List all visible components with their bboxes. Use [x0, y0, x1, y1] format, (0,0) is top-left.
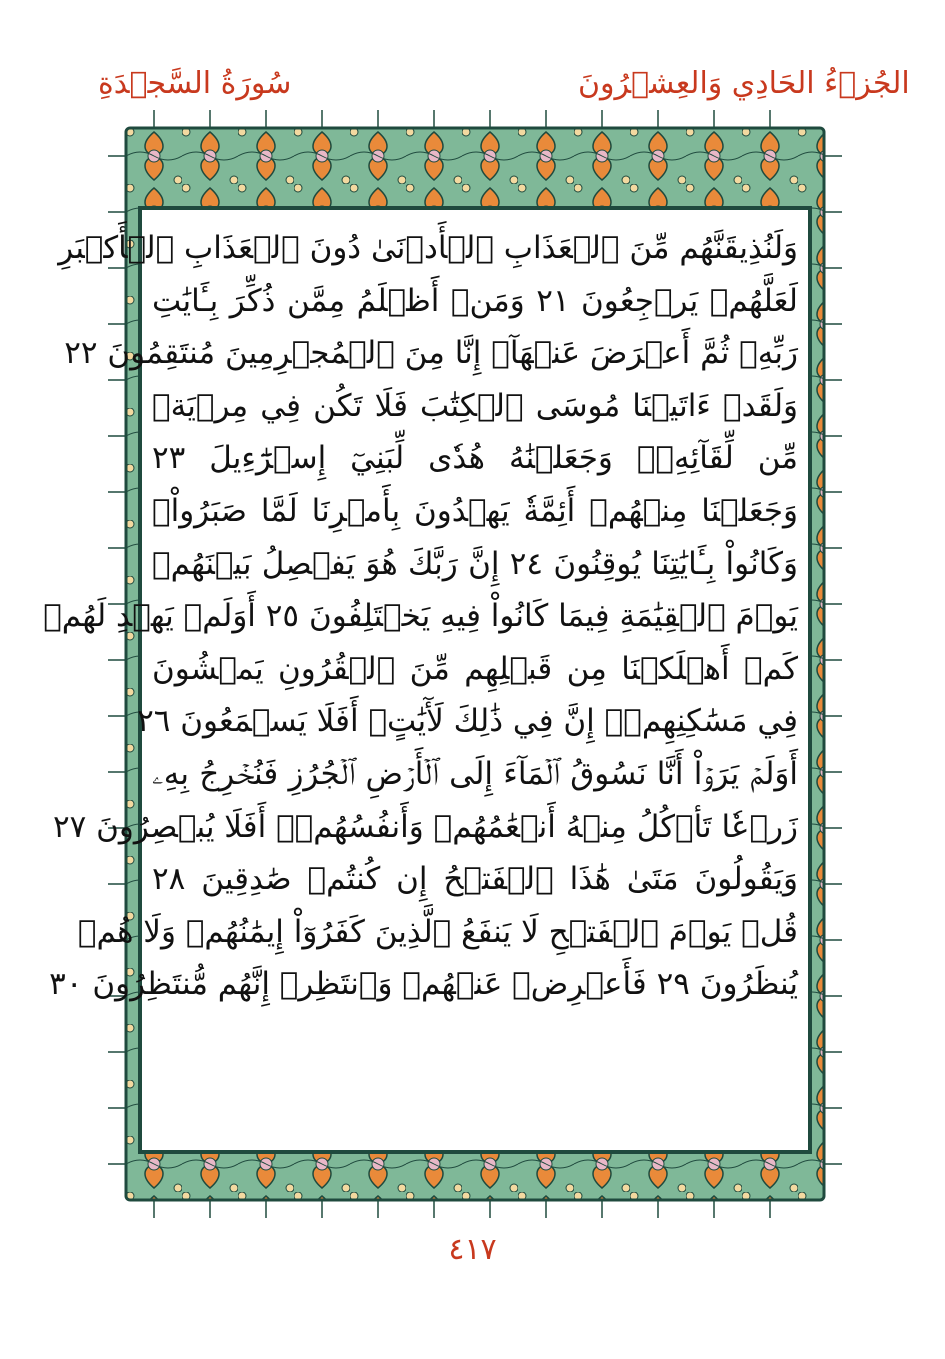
verse-line: يُنظَرُونَ ٢٩ فَأَعۡرِضۡ عَنۡهُمۡ وَٱنتَظِرۡ إِنَّهُم مُّنتَظِرُونَ ٣٠: [49, 966, 798, 1003]
verse-line: وَلَنُذِيقَنَّهُم مِّنَ ٱلۡعَذَابِ ٱلۡأَدۡنَىٰ دُونَ ٱلۡعَذَابِ ٱلۡأَكۡبَرِ: [58, 230, 798, 266]
verse-line: فِي مَسَٰكِنِهِمۡۚ إِنَّ فِي ذَٰلِكَ لَأٓيَٰتٍۚ أَفَلَا يَسۡمَعُونَ ٢٦: [137, 703, 798, 740]
verse-line: مِّن لِّقَآئِهِۦۖ وَجَعَلۡنَٰهُ هُدٗى لِّبَنِيٓ إِسۡرَٰٓءِيلَ ٢٣: [152, 440, 798, 477]
verse-line: أَوَلَمۡ يَرَوۡاْ أَنَّا نَسُوقُ ٱلۡمَآءَ إِلَى ٱلۡأَرۡضِ ٱلۡجُرُزِ فَنُخۡرِجُ بِهِۦ: [152, 755, 798, 792]
page-number: ٤١٧: [448, 1232, 497, 1267]
verse-line: لَعَلَّهُمۡ يَرۡجِعُونَ ٢١ وَمَنۡ أَظۡلَمُ مِمَّن ذُكِّرَ بِـَٔايَٰتِ: [152, 282, 798, 319]
verse-lines: [43, 222, 798, 1011]
verse-line: زَرۡعٗا تَأۡكُلُ مِنۡهُ أَنۡعَٰمُهُمۡ وَأَنفُسُهُمۡۚ أَفَلَا يُبۡصِرُونَ ٢٧: [52, 808, 798, 845]
verse-line: رَبِّهِۦ ثُمَّ أَعۡرَضَ عَنۡهَآۚ إِنَّا مِنَ ٱلۡمُجۡرِمِينَ مُنتَقِمُونَ ٢٢: [64, 335, 798, 372]
verse-line: قُلۡ يَوۡمَ ٱلۡفَتۡحِ لَا يَنفَعُ ٱلَّذِينَ كَفَرُوٓاْ إِيمَٰنُهُمۡ وَلَا هُمۡ: [77, 913, 798, 950]
surah-title: سُورَةُ السَّجۡدَةِ: [98, 66, 292, 101]
verse-line: وَجَعَلۡنَا مِنۡهُمۡ أَئِمَّةٗ يَهۡدُونَ بِأَمۡرِنَا لَمَّا صَبَرُواْۖ: [152, 492, 798, 529]
juz-title: الجُزۡءُ الحَادِي وَالعِشۡرُونَ: [578, 66, 910, 101]
verse-line: وَيَقُولُونَ مَتَىٰ هَٰذَا ٱلۡفَتۡحُ إِن كُنتُمۡ صَٰدِقِينَ ٢٨: [152, 861, 798, 898]
verse-line: وَلَقَدۡ ءَاتَيۡنَا مُوسَى ٱلۡكِتَٰبَ فَلَا تَكُن فِي مِرۡيَةٖ: [152, 387, 798, 424]
verse-line: يَوۡمَ ٱلۡقِيَٰمَةِ فِيمَا كَانُواْ فِيهِ يَخۡتَلِفُونَ ٢٥ أَوَلَمۡ يَهۡدِ لَهُمۡ: [43, 598, 798, 635]
verse-line: كَمۡ أَهۡلَكۡنَا مِن قَبۡلِهِم مِّنَ ٱلۡقُرُونِ يَمۡشُونَ: [152, 650, 798, 687]
verse-line: وَكَانُواْ بِـَٔايَٰتِنَا يُوقِنُونَ ٢٤ إِنَّ رَبَّكَ هُوَ يَفۡصِلُ بَيۡنَهُمۡ: [152, 545, 798, 582]
